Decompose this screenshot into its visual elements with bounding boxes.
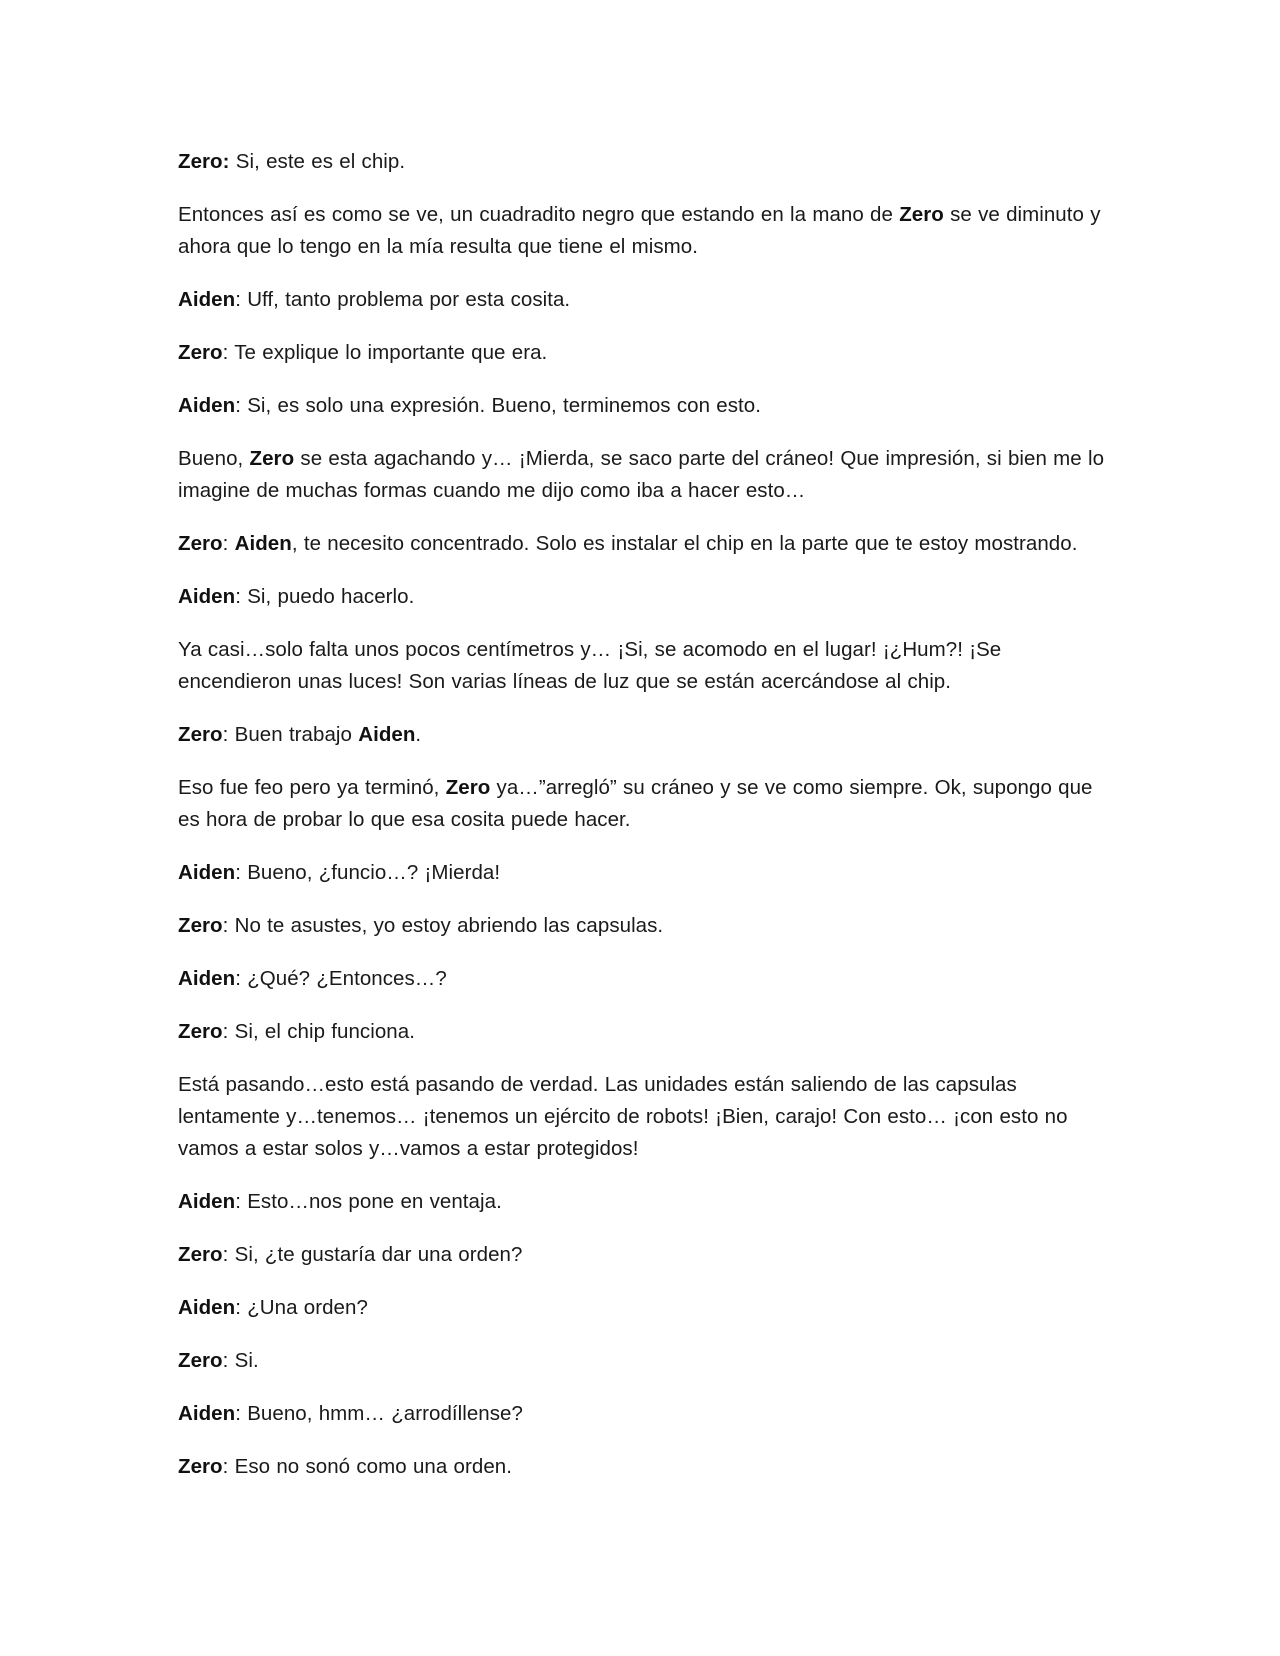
- speaker-name: Aiden: [178, 394, 236, 417]
- paragraph-text: : No te asustes, yo estoy abriendo las capsulas.: [222, 914, 664, 937]
- document-body: [178, 146, 1108, 1504]
- speaker-name: Zero: [899, 203, 944, 226]
- paragraph-text: , te necesito concentrado. Solo es instalar el chip en la parte que te estoy mostrando.: [291, 532, 1078, 555]
- paragraph: [178, 1451, 1108, 1483]
- speaker-name: Zero: [178, 1243, 223, 1266]
- paragraph: [178, 1398, 1108, 1430]
- paragraph-text: Eso fue feo pero ya terminó,: [178, 776, 446, 799]
- paragraph: [178, 528, 1108, 560]
- paragraph-text: : Buen trabajo: [222, 723, 359, 746]
- paragraph-text: .: [415, 723, 422, 746]
- speaker-name: Aiden: [178, 861, 236, 884]
- paragraph: [178, 390, 1108, 422]
- paragraph-text: ya…”arregló” su cráneo y se ve como siempre. Ok, supongo que es hora de probar lo que esa cosita puede hacer.: [178, 776, 1093, 831]
- speaker-name: Zero: [178, 723, 223, 746]
- paragraph-text: Ya casi…solo falta unos pocos centímetros y… ¡Si, se acomodo en el lugar! ¡¿Hum?! ¡Se encendieron unas luces! Son varias líneas de luz que se están acercándose al chip.: [178, 638, 1002, 693]
- paragraph-text: se ve diminuto y ahora que lo tengo en la mía resulta que tiene el mismo.: [178, 203, 1101, 258]
- speaker-name: Zero: [178, 1020, 223, 1043]
- speaker-name: Aiden: [178, 585, 236, 608]
- paragraph: [178, 146, 1108, 178]
- paragraph-text: Entonces así es como se ve, un cuadradito negro que estando en la mano de: [178, 203, 900, 226]
- paragraph: [178, 1345, 1108, 1377]
- paragraph-text: Está pasando…esto está pasando de verdad. Las unidades están saliendo de las capsulas lentamente y…tenemos… ¡tenemos un ejército de robots! ¡Bien, carajo! Con esto… ¡con esto no vamos a estar solos y…vamos a estar protegidos!: [178, 1073, 1068, 1160]
- paragraph-text: : Si, ¿te gustaría dar una orden?: [222, 1243, 523, 1266]
- paragraph-text: Bueno,: [178, 447, 250, 470]
- paragraph-text: Si, este es el chip.: [229, 150, 406, 173]
- speaker-name: Aiden: [178, 288, 236, 311]
- speaker-name: Zero: [178, 914, 223, 937]
- paragraph: [178, 857, 1108, 889]
- speaker-name: Aiden: [178, 967, 236, 990]
- speaker-name: Aiden: [178, 1190, 236, 1213]
- speaker-name: Zero: [178, 532, 223, 555]
- speaker-name: Aiden: [178, 1296, 236, 1319]
- paragraph-text: : Si, el chip funciona.: [222, 1020, 415, 1043]
- paragraph: [178, 910, 1108, 942]
- speaker-name: Zero:: [178, 150, 230, 173]
- paragraph: [178, 1186, 1108, 1218]
- paragraph: [178, 443, 1108, 507]
- speaker-name: Aiden: [178, 1402, 236, 1425]
- paragraph: [178, 337, 1108, 369]
- paragraph-text: :: [222, 532, 235, 555]
- paragraph-text: : ¿Una orden?: [235, 1296, 368, 1319]
- paragraph-text: : Bueno, hmm… ¿arrodíllense?: [235, 1402, 523, 1425]
- speaker-name: Zero: [178, 341, 223, 364]
- paragraph-text: : Eso no sonó como una orden.: [222, 1455, 512, 1478]
- speaker-name: Zero: [178, 1455, 223, 1478]
- paragraph: [178, 963, 1108, 995]
- paragraph: [178, 1069, 1108, 1165]
- paragraph-text: : Uff, tanto problema por esta cosita.: [235, 288, 571, 311]
- paragraph: [178, 772, 1108, 836]
- paragraph-text: : ¿Qué? ¿Entonces…?: [235, 967, 447, 990]
- paragraph: [178, 719, 1108, 751]
- paragraph: [178, 634, 1108, 698]
- paragraph: [178, 1016, 1108, 1048]
- paragraph: [178, 581, 1108, 613]
- speaker-name: Zero: [445, 776, 491, 799]
- paragraph: [178, 1239, 1108, 1271]
- speaker-name: Aiden: [234, 532, 292, 555]
- paragraph-text: : Bueno, ¿funcio…? ¡Mierda!: [235, 861, 501, 884]
- paragraph: [178, 199, 1108, 263]
- paragraph: [178, 1292, 1108, 1324]
- speaker-name: Aiden: [358, 723, 416, 746]
- paragraph-text: : Si.: [222, 1349, 259, 1372]
- paragraph-text: : Si, puedo hacerlo.: [235, 585, 415, 608]
- paragraph-text: : Si, es solo una expresión. Bueno, terminemos con esto.: [235, 394, 761, 417]
- paragraph-text: : Esto…nos pone en ventaja.: [235, 1190, 502, 1213]
- speaker-name: Zero: [249, 447, 295, 470]
- paragraph-text: se esta agachando y… ¡Mierda, se saco parte del cráneo! Que impresión, si bien me lo imagine de muchas formas cuando me dijo como iba a hacer esto…: [178, 447, 1105, 502]
- paragraph: [178, 284, 1108, 316]
- speaker-name: Zero: [178, 1349, 223, 1372]
- paragraph-text: : Te explique lo importante que era.: [222, 341, 548, 364]
